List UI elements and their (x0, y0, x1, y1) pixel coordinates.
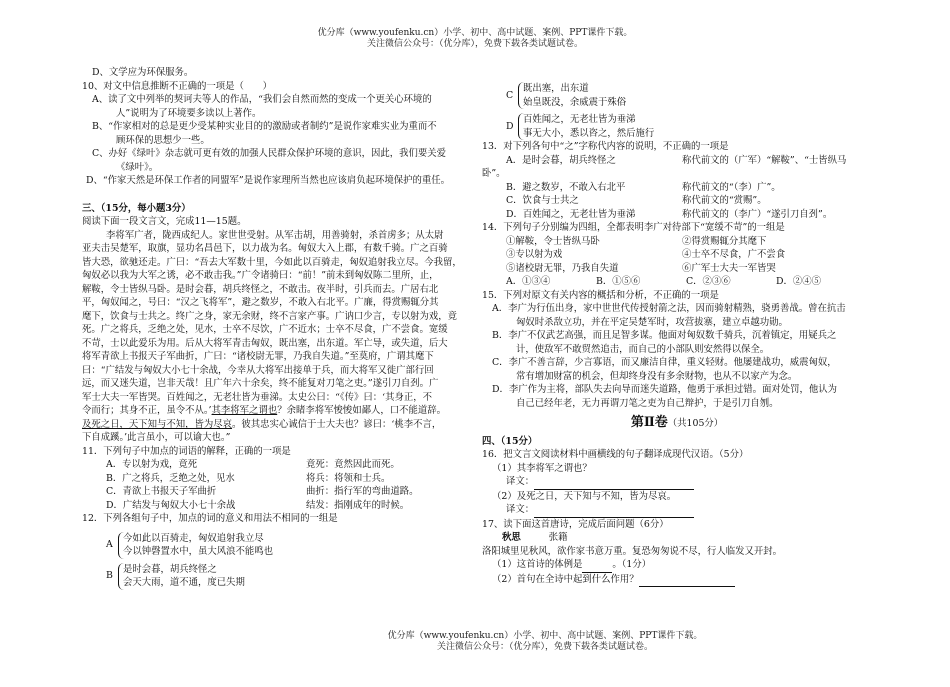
passage-line: 曰：“广结发与匈奴大小七十余战，今幸从大将军出接单于兵，而大将军又徙广部行回 (82, 364, 434, 376)
q10-option-c-line2: 《绿叶》。 (116, 161, 159, 173)
q15-option-c-line2: 常有增加财富的机会，但却终身没有多余财物，也从不以家产为念。 (516, 370, 798, 382)
q12-option-d (482, 113, 872, 140)
option-label: B (106, 570, 113, 582)
passage-text: 。彼其忠实心诚信于士大夫也？谚曰：‘桃李不言， (232, 418, 442, 430)
translation-label: 译文： (506, 476, 535, 487)
option-explanation: 称代前文的（广军）“解鞍”、“士皆纵马 (682, 154, 847, 166)
q13-option-d (482, 208, 872, 222)
poem-heading (482, 531, 872, 545)
q16-translation-1 (482, 475, 872, 490)
q12-stem: 12．下列各组句子中，加点的词的意义和用法不相同的一组是 (82, 513, 338, 524)
q17-part2 (482, 573, 872, 588)
answer-blank[interactable] (639, 573, 735, 588)
header-line-2: 关注微信公众号：（优分库），免费下载各类试题试卷。 (366, 39, 583, 49)
passage-line: 亚夫击吴楚军，取旗，显功名昌邑下，以力战为名。匈奴大入上郡，有数千骑。广之百骑 (82, 243, 448, 254)
passage-text: ？余睹李将军悛悛如鄙人，口不能道辞。 (277, 405, 446, 416)
passage-line: 匈奴必以我为大军之诱，必不敢击我。”广令诸骑曰：“前！”前未到匈奴陈二里所，止， (82, 270, 439, 281)
q12-option-c (482, 82, 872, 109)
footer-line-1: 优分库（www.youfenku.cn）小学、初中、高中试题、案例、PPT课件下载。 (387, 631, 703, 641)
q13-option-a (482, 154, 872, 168)
sentence: ⑥广军士大夫一军皆哭 (682, 262, 776, 274)
q14-option-d: D．②④⑤ (776, 276, 822, 287)
passage-line: 不苛，士以此爱乐为用。后从大将军青击匈奴，既出塞，出东道。军亡导，或失道，后大 (82, 337, 448, 349)
q14-stem: 14．下列句子分别编为四组，全都表明李广对待部下“宽缓不苛”的一组是 (482, 222, 785, 233)
sentence: 既出塞，出东道 (523, 83, 589, 94)
brace-group (518, 113, 654, 140)
sentence: 百姓闻之，无老壮皆为垂涕 (523, 114, 636, 125)
q15-option-a-line1: A．李广为行伍出身，家中世世代传授射箭之法，因而骑射精熟，骁勇善战。曾在抗击 (492, 303, 846, 314)
passage-line (82, 404, 472, 418)
q15-option-d-line2: 自己已经年老，无力再谓刀笔之吏为自己辩护，于是引刀自刎。 (516, 397, 779, 409)
sentence: 是时会暮，胡兵终怪之 (123, 563, 217, 575)
q10-option-c-line1: C、办好《绿叶》杂志就可更有效的加强人民群众保护环境的意识，因此，我们要关爱 (92, 148, 447, 159)
option-explanation: 称代前文的“赏赐”。 (682, 195, 767, 206)
q14-row (482, 248, 872, 262)
q15-stem: 15．下列对原文有关内容的概括和分析，不正确的一项是 (482, 289, 719, 301)
q10-option-b-line2: 顾环保的思想少一些。 (116, 134, 210, 146)
option-explanation: 称代前文的（李广）“遂引刀自刭”。 (682, 208, 833, 220)
answer-blank[interactable] (582, 558, 612, 573)
q11-option-d (82, 499, 472, 513)
option-label: C (506, 89, 514, 101)
question-text: （1）这首诗的体例是 (492, 559, 583, 570)
part-2-title (482, 416, 872, 431)
q13-option-a-cont: 卧”。 (482, 168, 506, 179)
q10-option-d: D、“作家天然是环保工作者的同盟军”是说作家理所当然也应该肩负起环境保护的重任。 (86, 175, 450, 186)
sentence: ④士卒不尽食，广不尝食 (682, 249, 786, 260)
q13-option-c (482, 194, 872, 208)
q16-part2: （2）及死之日，天下知与不知，皆为尽哀。 (492, 490, 677, 502)
sentence: 始皇既没，余威震于殊俗 (523, 96, 627, 108)
answer-blank[interactable] (534, 475, 694, 490)
part-2-label: 第Ⅱ卷 (630, 415, 668, 430)
sentence: 今以钟磬置水中，虽大风浪不能鸣也 (123, 546, 274, 557)
q15-option-c-line1: C．李广不善言辞，少言寡语，而又廉洁自律，重义轻财。他屡建战功，威震匈奴， (492, 357, 837, 368)
sentence: ②得赏赐辄分其麾下 (682, 235, 767, 247)
poem-text: 洛阳城里见秋风，欲作家书意万重。复恐匆匆说不尽，行人临发又开封。 (482, 545, 783, 557)
sentence: 会天大雨，道不通，度已失期 (123, 577, 245, 588)
sentence: ①解鞍，令士皆纵马卧 (506, 235, 600, 247)
q11-option-b (82, 472, 472, 486)
option-text: D．百姓闻之，无老壮皆为垂涕 (506, 208, 636, 220)
page-footer (70, 631, 950, 653)
q14-option-b: B．①⑤⑥ (596, 276, 641, 287)
q15-option-b-line1: B．李广不仅武艺高强，而且足智多谋。他面对匈奴数千骑兵，沉着镇定，用疑兵之 (492, 330, 837, 341)
q12-option-a (82, 532, 472, 559)
passage-line: 军士大夫一军皆哭。百姓闻之，无老壮皆为垂涕。太史公曰：“《传》曰：‘其身正，不 (82, 391, 432, 403)
section-3-heading: 三、（15分，每小题3分） (82, 202, 191, 214)
brace-group (118, 532, 273, 559)
q15-option-a-line2: 匈奴时杀敌立功，并在平定吴楚军时，攻营拔寨，建立卓越功勋。 (516, 316, 788, 328)
passage-line: 下自成蹊。’此言虽小，可以谕大也。” (82, 432, 231, 443)
answer-blank[interactable] (534, 503, 694, 518)
sentence: ⑤诸校尉无罪，乃我自失道 (506, 262, 619, 274)
brace-group (118, 563, 245, 590)
passage-line: 麾下，饮食与士共之。终广之身，家无余财，终不言家产事。广讷口少言，专以射为戏，竟 (82, 310, 458, 322)
option-explanation: 结发：指刚成年的时候。 (306, 499, 410, 511)
poem-title: 秋思 (502, 532, 521, 543)
option-text: C．青欲上书报天子军曲折 (106, 486, 217, 497)
passage-text: 令而行；其身不正，虽令不从。’ (82, 405, 212, 416)
passage-line: 死。广之将兵，乏绝之处，见水，士卒不尽饮，广不近水；士卒不尽食，广不尝食。宽缓 (82, 324, 448, 335)
sentence: 事无大小，悉以咨之，然后施行 (523, 127, 655, 139)
passage-line: 解鞍，令士皆纵马卧。是时会暮，胡兵终怪之，不敢击。夜半时，引兵而去。广居右北 (82, 283, 439, 295)
option-text: D．广结发与匈奴大小七十余战 (106, 499, 236, 511)
passage-line: 将军青欲上书报天子军曲折，广曰：“诸校尉无罪，乃我自失道。”至莫府，广谓其麾下 (82, 351, 434, 362)
option-text: A．专以射为戏，竟死 (106, 459, 198, 470)
passage-line: 平，匈奴闻之，号曰：“汉之飞将军”，避之数岁，不敢入右北平。广廉，得赏赐辄分其 (82, 297, 439, 308)
q16-part1: （1）其李将军之谓也？ (492, 462, 592, 474)
poem-author: 张籍 (548, 532, 568, 543)
passage (82, 229, 472, 445)
underlined-sentence-1: 其李将军之谓也 (211, 405, 278, 416)
passage-line: 远，而又迷失道，岂非天哉！且广年六十余矣，终不能复对刀笔之吏。”遂引刀自刭。广 (82, 378, 439, 389)
header-line-1: 优分库（www.youfenku.cn）小学、初中、高中试题、案例、PPT课件下载。 (317, 28, 633, 38)
q14-option-a: A．①③④ (506, 276, 551, 287)
q10-option-a-line2: 人”说明为了环境要多读以上著作。 (116, 107, 262, 119)
passage-line (82, 418, 472, 432)
option-label: D (506, 120, 514, 132)
question-text: （2）首句在全诗中起到什么作用？ (492, 573, 639, 585)
q17-part1 (482, 558, 872, 573)
q10-option-a-line1: A、读了文中列举的契诃夫等人的作品，“我们会自然而然的变成一个更关心环境的 (92, 94, 432, 105)
footer-line-2: 关注微信公众号：（优分库），免费下载各类试题试卷。 (436, 642, 653, 652)
section-3-intro: 阅读下面一段文言文，完成11—15题。 (82, 216, 247, 227)
page-header (0, 28, 950, 50)
q12-option-b (82, 563, 472, 590)
option-explanation: 将兵：将领和士兵。 (306, 472, 391, 484)
q17-stem: 17、读下面这首唐诗，完成后面问题（6分） (482, 518, 669, 530)
passage-line: 李将军广者，陇西成纪人。家世世受射。从军击胡，用善骑射，杀首虏多；从太尉 (106, 229, 444, 241)
q14-row (482, 262, 872, 276)
option-explanation: 竟死：竟然因此而死。 (306, 459, 400, 470)
option-explanation: 称代前文的“（李）广”。 (682, 181, 781, 193)
sentence: 今如此以百骑走，匈奴追射我立尽 (123, 532, 264, 544)
q11-stem: 11．下列句子中加点的词语的解释，正确的一项是 (82, 445, 291, 457)
passage-line: 皆大恐，欲驰还走。广曰：“吾去大军数十里，今如此以百骑走，匈奴追射我立尽。今我留， (82, 256, 462, 268)
q11-option-a (82, 458, 472, 472)
q16-translation-2 (482, 503, 872, 518)
option-explanation: 曲折：指行军的弯曲道路。 (306, 486, 419, 497)
section-4-heading: 四、（15分） (482, 435, 538, 447)
option-text: C．饮食与士共之 (506, 195, 579, 206)
underlined-sentence-2: 及死之日，天下知与不知，皆为尽哀 (82, 418, 233, 430)
option-label: A (106, 539, 113, 551)
option-text: A．是时会暮，胡兵终怪之 (506, 154, 616, 166)
question-score: 。（1分） (612, 559, 652, 570)
q11-option-c (82, 485, 472, 499)
q14-option-c: C．②③⑥ (686, 276, 731, 287)
q15-option-b-line2: 计，使敌军不敢贸然追击，而自己的小部队则安然得以保全。 (516, 343, 770, 355)
q14-options (482, 275, 872, 289)
translation-label: 译文： (506, 504, 535, 515)
option-text: B．广之将兵，乏绝之处，见水 (106, 472, 235, 484)
q13-stem: 13．对下列各句中“之”字称代内容的说明，不正确的一项是 (482, 141, 729, 152)
q13-option-b (482, 181, 872, 195)
sentence: ③专以射为戏 (506, 249, 563, 260)
part-2-score: （共105分） (667, 418, 724, 429)
q10-option-b-line1: B、“作家相对的总是更少受某种实业目的的激励或者制约”是说作家难实业为重而不 (92, 121, 437, 132)
left-column (82, 66, 472, 590)
brace-group (518, 82, 626, 109)
q14-row (482, 235, 872, 249)
q16-stem: 16．把文言文阅读材料中画横线的句子翻译成现代汉语。（5分） (482, 449, 749, 460)
q10-stem: 10、对文中信息推断不正确的一项是（ ） (82, 80, 273, 92)
q9-option-d: D、文学应为环保服务。 (92, 67, 194, 78)
right-column (482, 82, 872, 587)
q15-option-d-line1: D．李广作为主将，部队失去向导而迷失道路，他勇于承担过错。面对处罚，他认为 (492, 384, 838, 395)
option-text: B．避之数岁，不敢入右北平 (506, 181, 626, 193)
